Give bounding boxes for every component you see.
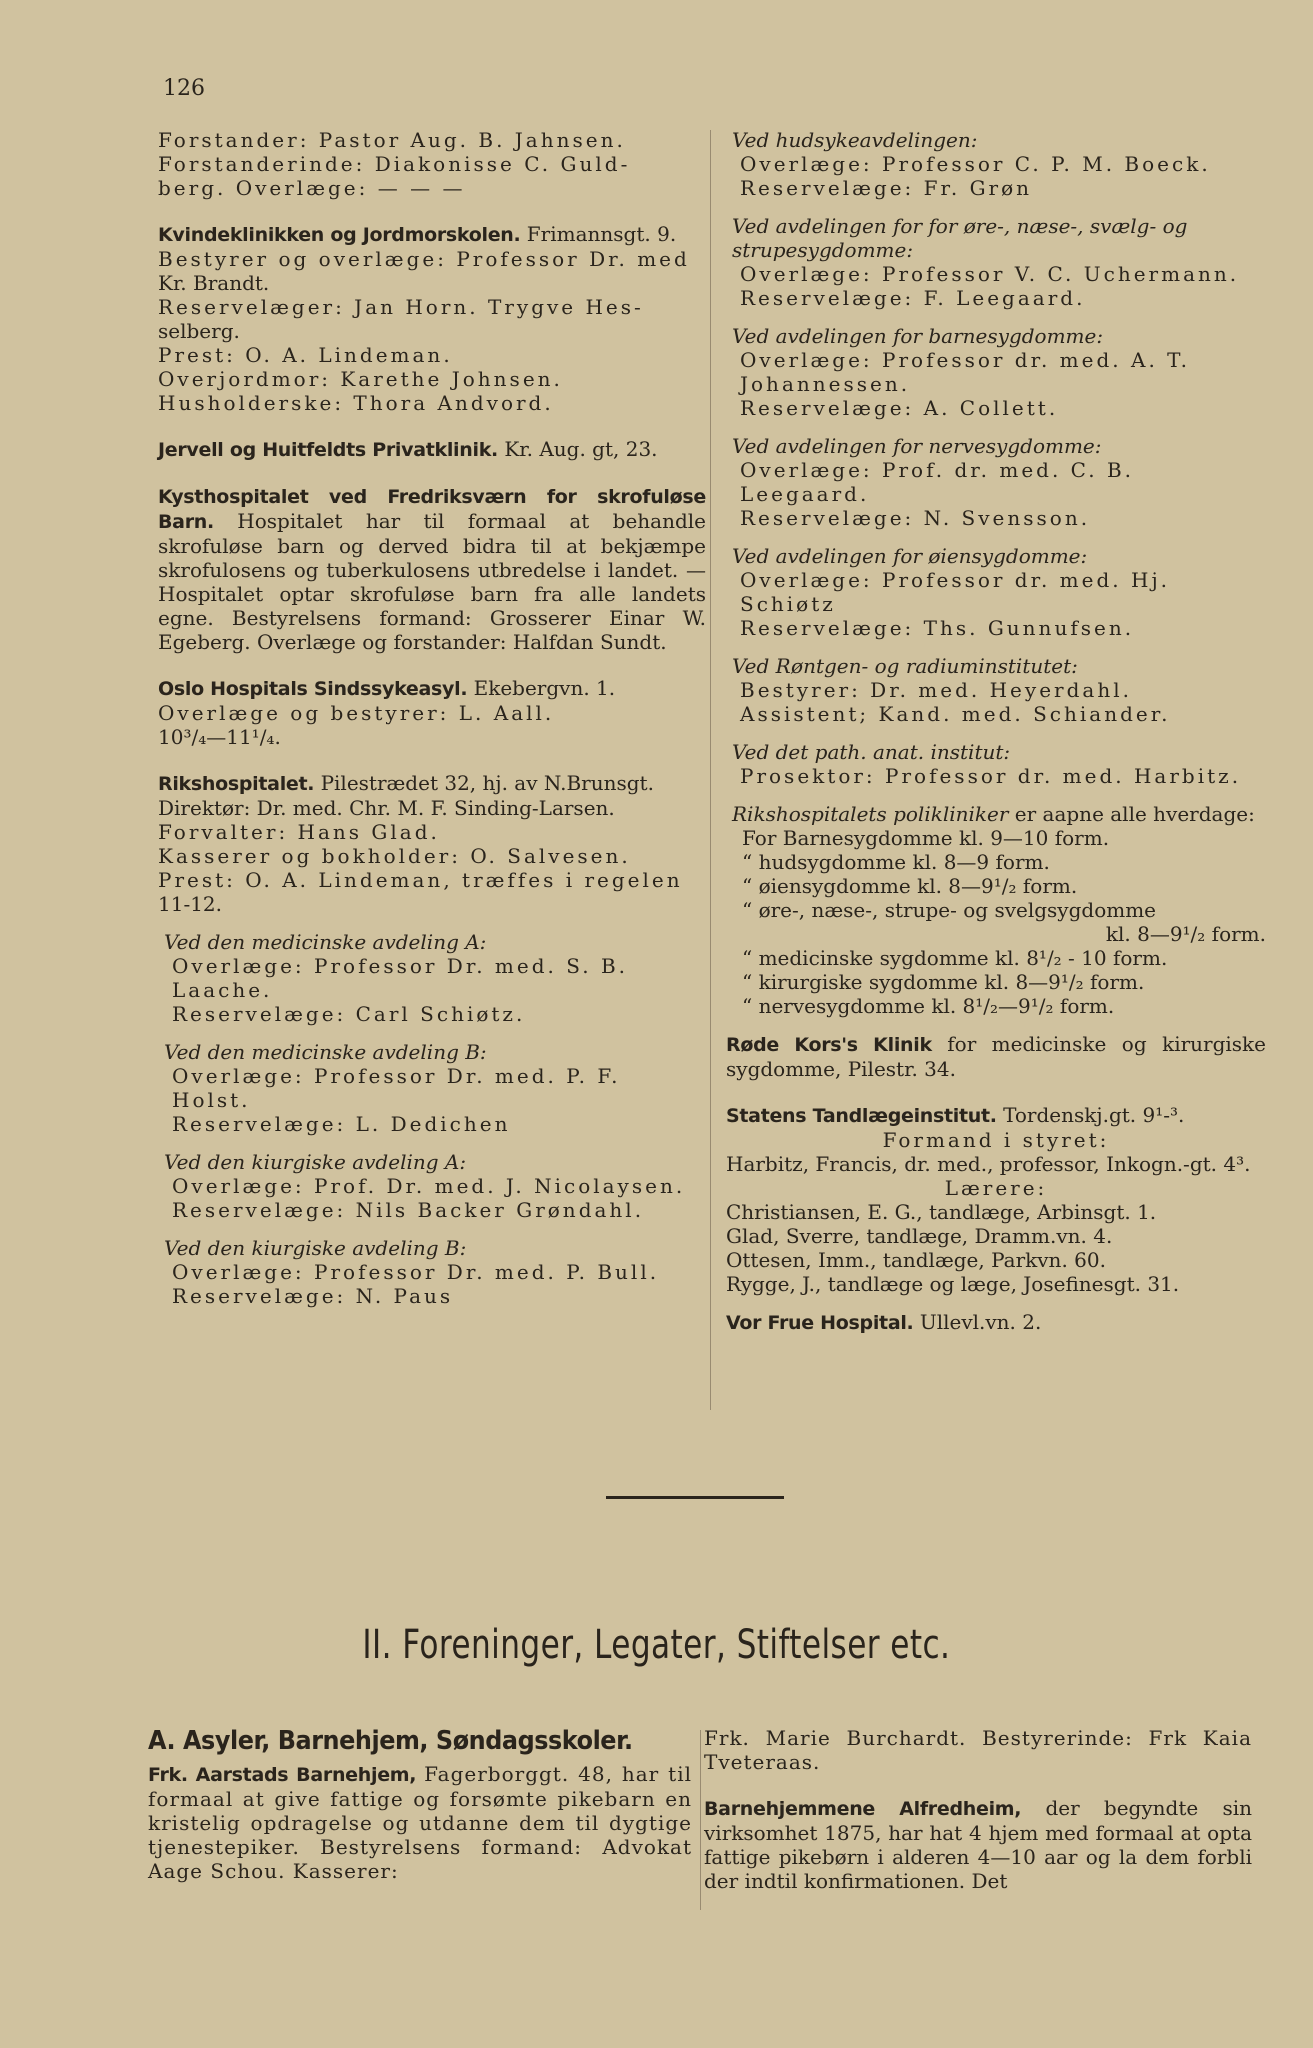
dept-line: Reservelæge: N. Svensson. <box>740 506 1091 530</box>
entry-line: berg. Overlæge: — — — <box>158 176 466 200</box>
entry-name: Frk. Aarstads Barnehjem, <box>148 1764 417 1786</box>
dept-heading: Ved den kiurgiske avdeling A: <box>164 1150 467 1174</box>
dept-line: Prosektor: Professor dr. med. Harbitz. <box>740 764 1242 788</box>
entry-line: Forstanderinde: Diakonisse C. Guld- <box>158 152 631 176</box>
dept-line: Reservelæge: Nils Backer Grøndahl. <box>172 1198 645 1222</box>
entry-line: Reservelæger: Jan Horn. Trygve Hes- <box>158 295 644 319</box>
entry-text: for medicinske og kirurgiske sygdomme, Pilestr. 34. <box>726 1032 1267 1081</box>
dept-line: Overlæge: Professor Dr. med. S. B. Laache. <box>172 954 628 1002</box>
column-divider-bottom <box>700 1730 701 1910</box>
entry-text: Kr. Aug. gt, 23. <box>504 437 658 461</box>
entry-line: Bestyrer og overlæge: Professor Dr. med <box>158 247 690 271</box>
dept-heading: Ved avdelingen for for øre-, næse-, svælg- og strupesygdomme: <box>732 214 1188 262</box>
dept-line: Assistent; Kand. med. Schiander. <box>740 702 1171 726</box>
dept-heading: Ved det path. anat. institut: <box>732 740 1011 764</box>
dept-heading: Ved den medicinske avdeling A: <box>164 930 487 954</box>
dept-nervesygdomme <box>726 434 1266 530</box>
entry-statens-tandlaege <box>726 1103 1266 1296</box>
dept-heading: Ved hudsykeavdelingen: <box>732 128 978 152</box>
dept-medicinske-a <box>158 930 706 1026</box>
dept-ore-nese <box>726 214 1266 310</box>
dept-heading: Ved avdelingen for nervesygdomme: <box>732 434 1102 458</box>
entry-name: Rikshospitalet. <box>158 773 315 795</box>
section-rule <box>606 1496 784 1499</box>
dept-line: Overlæge: Professor dr. med. A. T. Johannessen. <box>740 348 1190 396</box>
poli-line: kl. 8—9¹/₂ form. <box>1105 922 1266 946</box>
dept-line: Bestyrer: Dr. med. Heyerdahl. <box>740 678 1132 702</box>
dept-line: Overlæge: Prof. dr. med. C. B. Leegaard. <box>740 458 1135 506</box>
entry-kvindeklinikken <box>158 222 706 415</box>
entry-line: Direktør: Dr. med. Chr. M. F. Sinding-Larsen. <box>158 796 615 820</box>
entry-line: Forvalter: Hans Glad. <box>158 820 440 844</box>
dept-line: Overlæge: Professor C. P. M. Boeck. <box>740 152 1211 176</box>
dept-barnesygdomme <box>726 324 1266 420</box>
poli-line: “ øiensygdomme kl. 8—9¹/₂ form. <box>742 874 1078 898</box>
poli-line: For Barnesygdomme kl. 9—10 form. <box>742 826 1110 850</box>
poli-line: “ hudsygdomme kl. 8—9 form. <box>742 850 1050 874</box>
entry-line: Ekebergvn. 1. <box>473 676 616 700</box>
left-column <box>158 128 706 1322</box>
dept-heading: Ved avdelingen for øiensygdomme: <box>732 544 1088 568</box>
laerer-line: Rygge, J., tandlæge og læge, Josefinesgt. 31. <box>726 1272 1180 1296</box>
entry-text: der begyndte sin virksomhet 1875, har hat 4 hjem med formaal at opta fattige pikebørn i alderen 4—10 aar og la dem forbli der indtil konfirmationen. Det <box>704 1796 1252 1893</box>
dept-line: Reservelæge: Fr. Grøn <box>740 176 1033 200</box>
column-divider <box>710 130 711 1410</box>
entry-name: Statens Tandlægeinstitut. <box>726 1105 997 1127</box>
dept-line: Reservelæge: L. Dedichen <box>172 1112 511 1136</box>
entry-text: Ullevl.vn. 2. <box>919 1310 1042 1334</box>
bottom-right-column <box>704 1726 1252 1915</box>
dept-oiensygdomme <box>726 544 1266 640</box>
dept-kirurgiske-b <box>158 1236 706 1308</box>
poli-line: “ øre-, næse-, strupe- og svelgsygdomme <box>742 898 1157 922</box>
dept-heading: Ved Røntgen- og radiuminstitutet: <box>732 654 1078 678</box>
dept-medicinske-b <box>158 1040 706 1136</box>
dept-heading: Ved den kiurgiske avdeling B: <box>164 1236 467 1260</box>
dept-line: Reservelæge: N. Paus <box>172 1284 454 1308</box>
bottom-left-column <box>148 1726 692 1905</box>
dept-line: Reservelæge: Ths. Gunnufsen. <box>740 616 1135 640</box>
laerer-line: Glad, Sverre, tandlæge, Dramm.vn. 4. <box>726 1224 1113 1248</box>
entry-rode-kors <box>726 1032 1266 1081</box>
entry-name: Barnehjemmene Alfredheim, <box>704 1798 1022 1820</box>
poli-text: er aapne alle hverdage: <box>1014 802 1255 826</box>
entry-polikliniker <box>732 802 1266 1018</box>
laerer-line: Christiansen, E. G., tandlæge, Arbinsgt. 1. <box>726 1200 1157 1224</box>
entry-forstander <box>158 128 706 200</box>
dept-line: Overlæge: Professor dr. med. Hj. Schiøtz <box>740 568 1171 616</box>
entry-line: Overlæge og bestyrer: L. Aall. <box>158 701 555 725</box>
subsection-heading: A. Asyler, Barnehjem, Søndagsskoler. <box>148 1726 633 1756</box>
entry-jervell <box>158 437 706 462</box>
entry-alfredheim <box>704 1796 1252 1893</box>
entry-line: Kr. Brandt. <box>158 271 270 295</box>
entry-name: Vor Frue Hospital. <box>726 1312 914 1334</box>
entry-vor-frue <box>726 1310 1266 1335</box>
page-number: 126 <box>163 76 205 101</box>
dept-kirurgiske-a <box>158 1150 706 1222</box>
laerere-heading: Lærere: <box>944 1176 1048 1200</box>
poli-line: “ medicinske sygdomme kl. 8¹/₂ - 10 form. <box>742 946 1168 970</box>
poli-heading: Rikshospitalets polikliniker <box>732 802 1009 826</box>
entry-name: Jervell og Huitfeldts Privatklinik. <box>158 439 498 461</box>
entry-line: 10³/₄—11¹/₄. <box>158 725 281 749</box>
dept-heading: Ved den medicinske avdeling B: <box>164 1040 487 1064</box>
dept-path-anat <box>726 740 1266 788</box>
poli-line: “ kirurgiske sygdomme kl. 8—9¹/₂ form. <box>742 970 1145 994</box>
dept-line: Overlæge: Professor Dr. med. P. Bull. <box>172 1260 660 1284</box>
poli-line: “ nervesygdomme kl. 8¹/₂—9¹/₂ form. <box>742 994 1115 1018</box>
entry-line: selberg. <box>158 319 240 343</box>
dept-line: Overlæge: Professor V. C. Uchermann. <box>740 262 1240 286</box>
entry-line: Prest: O. A. Lindeman, træffes i regelen <box>158 868 683 892</box>
entry-line: Kasserer og bokholder: O. Salvesen. <box>158 844 631 868</box>
dept-line: Overlæge: Professor Dr. med. P. F. Holst. <box>172 1064 621 1112</box>
laerer-line: Ottesen, Imm., tandlæge, Parkvn. 60. <box>726 1248 1106 1272</box>
entry-continued: Frk. Marie Burchardt. Bestyrerinde: Frk Kaia Tveteraas. <box>704 1726 1252 1774</box>
formand-text: Harbitz, Francis, dr. med., professor, Inkogn.-gt. 4³. <box>726 1152 1251 1176</box>
entry-name: Oslo Hospitals Sindssykeasyl. <box>158 678 468 700</box>
section-title: II. Foreninger, Legater, Stiftelser etc. <box>362 1622 951 1668</box>
entry-rikshospitalet <box>158 771 706 916</box>
entry-text: Hospitalet har til formaal at behandle skrofuløse barn og derved bidra til at bekjæmpe skrofulosens og tuberkulosens utbredelse i landet. — Hospitalet optar skrofuløse barn fra alle landets egne. Bestyrelsens formand: Grosserer Einar W. Egeberg. Overlæge og forstander: Halfdan Sundt. <box>158 509 707 654</box>
dept-heading: Ved avdelingen for barnesygdomme: <box>732 324 1104 348</box>
entry-line: Frimannsgt. 9. <box>526 222 677 246</box>
entry-line: Overjordmor: Karethe Johnsen. <box>158 367 563 391</box>
entry-text: Fagerborggt. 48, har til formaal at give fattige og forsømte pikebarn en kristelig opdragelse og utdanne dem til dygtige tjenestepiker. Bestyrelsens formand: Advokat Aage Schou. Kasserer: <box>148 1762 693 1883</box>
dept-line: Overlæge: Prof. Dr. med. J. Nicolaysen. <box>172 1174 686 1198</box>
entry-name: Røde Kors's Klinik <box>726 1034 932 1056</box>
right-column <box>726 128 1266 1357</box>
dept-line: Reservelæge: A. Collett. <box>740 396 1059 420</box>
dept-hud <box>726 128 1266 200</box>
entry-line: Prest: O. A. Lindeman. <box>158 343 453 367</box>
entry-aarstad <box>148 1762 692 1883</box>
entry-name: Kysthospitalet ved Fredriksværn for skrofuløse Barn. <box>158 486 706 533</box>
entry-text: Tordenskj.gt. 9¹-³. <box>1003 1103 1185 1127</box>
entry-oslo-hospital <box>158 676 706 749</box>
dept-rontgen <box>726 654 1266 726</box>
entry-name: Kvindeklinikken og Jordmorskolen. <box>158 224 521 246</box>
entry-line: Forstander: Pastor Aug. B. Jahnsen. <box>158 128 626 152</box>
formand-heading: Formand i styret: <box>882 1128 1110 1152</box>
entry-kysthospitalet <box>158 484 706 654</box>
dept-line: Reservelæge: F. Leegaard. <box>740 286 1086 310</box>
entry-line: Husholderske: Thora Andvord. <box>158 391 554 415</box>
entry-line: Pilestrædet 32, hj. av N.Brunsgt. <box>320 771 654 795</box>
entry-line: 11-12. <box>158 892 223 916</box>
dept-line: Reservelæge: Carl Schiøtz. <box>172 1002 526 1026</box>
